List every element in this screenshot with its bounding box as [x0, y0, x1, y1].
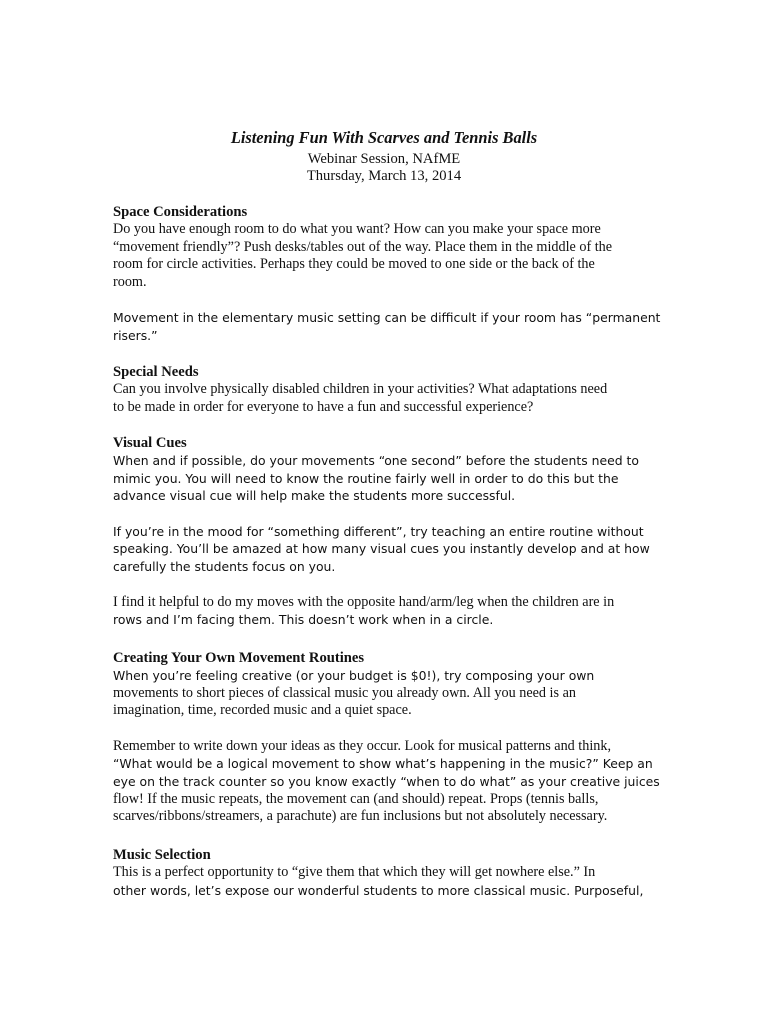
text-line: room for circle activities. Perhaps they could be moved to one side or the back of the — [113, 256, 595, 273]
text-line: This is a perfect opportunity to “give them that which they will get nowhere else.” In — [113, 864, 596, 880]
paragraph — [113, 667, 673, 720]
section-visual-cues — [113, 434, 673, 647]
text-line: Remember to write down your ideas as they occur. Look for musical patterns and think, — [113, 737, 612, 754]
section-creating-routines — [113, 649, 673, 844]
text-line: carefully the students focus on you. — [113, 558, 336, 574]
section-heading: Special Needs — [113, 364, 199, 380]
paragraph — [113, 864, 673, 899]
text-line: “movement friendly”? Push desks/tables out of the way. Place them in the middle of the — [113, 238, 613, 255]
text-line: mimic you. You will need to know the routine fairly well in order to do this but the — [113, 470, 619, 486]
document-subtitle: Webinar Session, NAfME — [307, 151, 461, 167]
section-heading: Space Considerations — [113, 204, 248, 220]
paragraph — [113, 221, 673, 291]
section-music-selection — [113, 846, 673, 917]
text-line: Movement in the elementary music setting can be difficult if your room has “permanent — [113, 310, 661, 326]
text-line: risers.” — [113, 327, 158, 343]
text-line: to be made in order for everyone to have a fun and successful experience? — [113, 398, 534, 415]
paragraph — [113, 309, 673, 344]
section-heading: Visual Cues — [113, 435, 187, 451]
text-line: I find it helpful to do my moves with the opposite hand/arm/leg when the children are in — [113, 593, 615, 610]
text-line: rows and I’m facing them. This doesn’t work when in a circle. — [113, 612, 494, 628]
document-title: Listening Fun With Scarves and Tennis Balls — [230, 128, 538, 147]
section-space-considerations — [113, 203, 673, 363]
text-line: room. — [113, 273, 147, 290]
text-line: When and if possible, do your movements “one second” before the students need to — [113, 453, 639, 468]
paragraph — [113, 594, 673, 629]
paragraph — [113, 452, 673, 505]
text-line: imagination, time, recorded music and a quiet space. — [113, 702, 412, 719]
text-line: Do you have enough room to do what you want? How can you make your space more — [113, 221, 601, 237]
text-line: eye on the track counter so you know exactly “when to do what” as your creative juices — [113, 773, 660, 789]
document-date: Thursday, March 13, 2014 — [306, 168, 462, 184]
section-heading: Creating Your Own Movement Routines — [113, 650, 365, 666]
text-line: other words, let’s expose our wonderful students to more classical music. Purposeful, — [113, 882, 644, 898]
section-heading: Music Selection — [113, 847, 211, 863]
text-line: Can you involve physically disabled children in your activities? What adaptations need — [113, 381, 608, 397]
text-line: flow! If the music repeats, the movement can (and should) repeat. Props (tennis balls, — [113, 790, 599, 807]
section-special-needs — [113, 363, 673, 434]
paragraph — [113, 381, 673, 416]
text-line: scarves/ribbons/streamers, a parachute) are fun inclusions but not absolutely necessary. — [113, 808, 608, 825]
paragraph — [113, 738, 673, 826]
text-line: When you’re feeling creative (or your budget is $0!), try composing your own — [113, 668, 595, 683]
text-line: If you’re in the mood for “something different”, try teaching an entire routine without — [113, 523, 644, 539]
text-line: “What would be a logical movement to show what’s happening in the music?” Keep an — [113, 756, 653, 772]
text-line: speaking. You’ll be amazed at how many visual cues you instantly develop and at how — [113, 541, 650, 557]
text-line: movements to short pieces of classical music you already own. All you need is an — [113, 684, 576, 701]
text-line: advance visual cue will help make the students more successful. — [113, 488, 516, 504]
paragraph — [113, 523, 673, 576]
